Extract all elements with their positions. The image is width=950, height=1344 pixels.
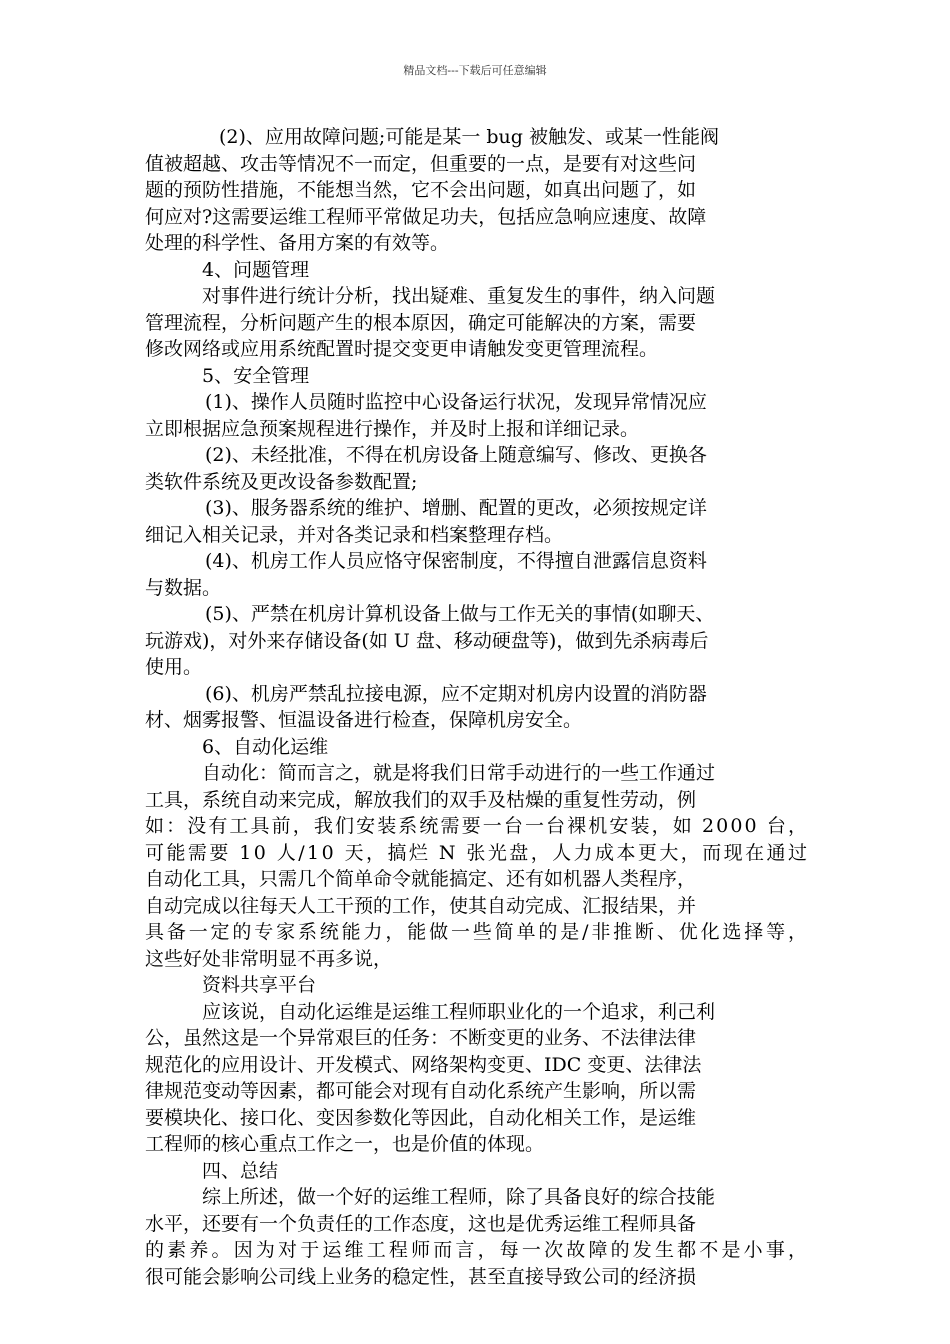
- section-heading: 6、自动化运维: [202, 735, 329, 758]
- text-line: (2)、应用故障问题;可能是某一 bug 被触发、或某一性能阀: [219, 126, 719, 148]
- section-heading: 资料共享平台: [202, 974, 317, 996]
- text-line: 工具，系统自动来完成，解放我们的双手及枯燥的重复性劳动，例: [145, 788, 697, 811]
- text-line: 与数据。: [145, 576, 222, 599]
- text-line: 综上所述，做一个好的运维工程师，除了具备良好的综合技能: [202, 1186, 716, 1208]
- text-line: 具备一定的专家系统能力，能做一些简单的是/非推断、优化选择等，: [145, 921, 810, 943]
- text-line: 规范化的应用设计、开发模式、网络架构变更、IDC 变更、法律法: [145, 1053, 702, 1076]
- document-body: [145, 124, 811, 1290]
- text-line: 的素养。因为对于运维工程师而言，每一次故障的发生都不是小事，: [145, 1239, 811, 1261]
- text-line: 可能需要 10 人/10 天，搞烂 N 张光盘，人力成本更大，而现在通过: [145, 841, 810, 864]
- text-line: (1)、操作人员随时监控中心设备运行状况，发现异常情况应: [205, 391, 707, 413]
- text-line: 管理流程，分析问题产生的根本原因，确定可能解决的方案，需要: [145, 311, 697, 334]
- section-heading: 5、安全管理: [202, 364, 310, 387]
- text-line: 应该说，自动化运维是运维工程师职业化的一个追求，利己利: [202, 1000, 716, 1023]
- text-line: 修改网络或应用系统配置时提交变更申请触发变更管理流程。: [145, 338, 659, 360]
- text-line: 如：没有工具前，我们安装系统需要一台一台裸机安装，如 2000 台，: [145, 815, 810, 837]
- text-line: (2)、未经批准，不得在机房设备上随意编写、修改、更换各: [205, 444, 707, 466]
- text-line: 材、烟雾报警、恒温设备进行检查，保障机房安全。: [145, 709, 583, 731]
- text-line: 类软件系统及更改设备参数配置;: [145, 470, 418, 493]
- text-line: (6)、机房严禁乱拉接电源，应不定期对机房内设置的消防器: [205, 682, 707, 705]
- text-line: 工程师的核心重点工作之一，也是价值的体现。: [145, 1133, 545, 1155]
- text-line: 使用。: [145, 656, 203, 678]
- text-line: 细记入相关记录，并对各类记录和档案整理存档。: [145, 523, 564, 546]
- text-line: 自动化：简而言之，就是将我们日常手动进行的一些工作通过: [202, 762, 716, 784]
- section-heading: 四、总结: [202, 1159, 279, 1182]
- section-heading: 4、问题管理: [202, 258, 310, 281]
- text-line: 立即根据应急预案规程进行操作，并及时上报和详细记录。: [145, 417, 640, 440]
- text-line: 水平，还要有一个负责任的工作态度，这也是优秀运维工程师具备: [145, 1212, 697, 1235]
- text-line: 律规范变动等因素，都可能会对现有自动化系统产生影响，所以需: [145, 1080, 697, 1102]
- page-header: 精品文档---下载后可任意编辑: [403, 64, 547, 77]
- text-line: 这些好处非常明显不再多说，: [145, 947, 393, 970]
- text-line: (3)、服务器系统的维护、增删、配置的更改，必须按规定详: [205, 497, 707, 519]
- text-line: 题的预防性措施，不能想当然，它不会出问题，如真出问题了，如: [145, 179, 697, 201]
- text-line: 要模块化、接口化、变因参数化等因此，自动化相关工作，是运维: [145, 1106, 697, 1129]
- text-line: (4)、机房工作人员应恪守保密制度，不得擅自泄露信息资料: [205, 550, 707, 572]
- text-line: 对事件进行统计分析，找出疑难、重复发生的事件，纳入问题: [202, 285, 716, 307]
- text-line: 值被超越、攻击等情况不一而定，但重要的一点，是要有对这些问: [145, 152, 697, 175]
- text-line: 公，虽然这是一个异常艰巨的任务：不断变更的业务、不法律法律: [145, 1027, 697, 1049]
- text-line: 自动化工具，只需几个简单命令就能搞定、还有如机器人类程序，: [145, 868, 697, 890]
- text-line: 处理的科学性、备用方案的有效等。: [145, 232, 450, 254]
- text-line: 何应对?这需要运维工程师平常做足功夫，包括应急响应速度、故障: [145, 205, 707, 228]
- text-line: 玩游戏)，对外来存储设备(如 U 盘、移动硬盘等)，做到先杀病毒后: [145, 629, 709, 652]
- text-line: 很可能会影响公司线上业务的稳定性，甚至直接导致公司的经济损: [145, 1265, 697, 1288]
- text-line: (5)、严禁在机房计算机设备上做与工作无关的事情(如聊天、: [205, 603, 715, 625]
- text-line: 自动完成以往每天人工干预的工作，使其自动完成、汇报结果，并: [145, 894, 697, 917]
